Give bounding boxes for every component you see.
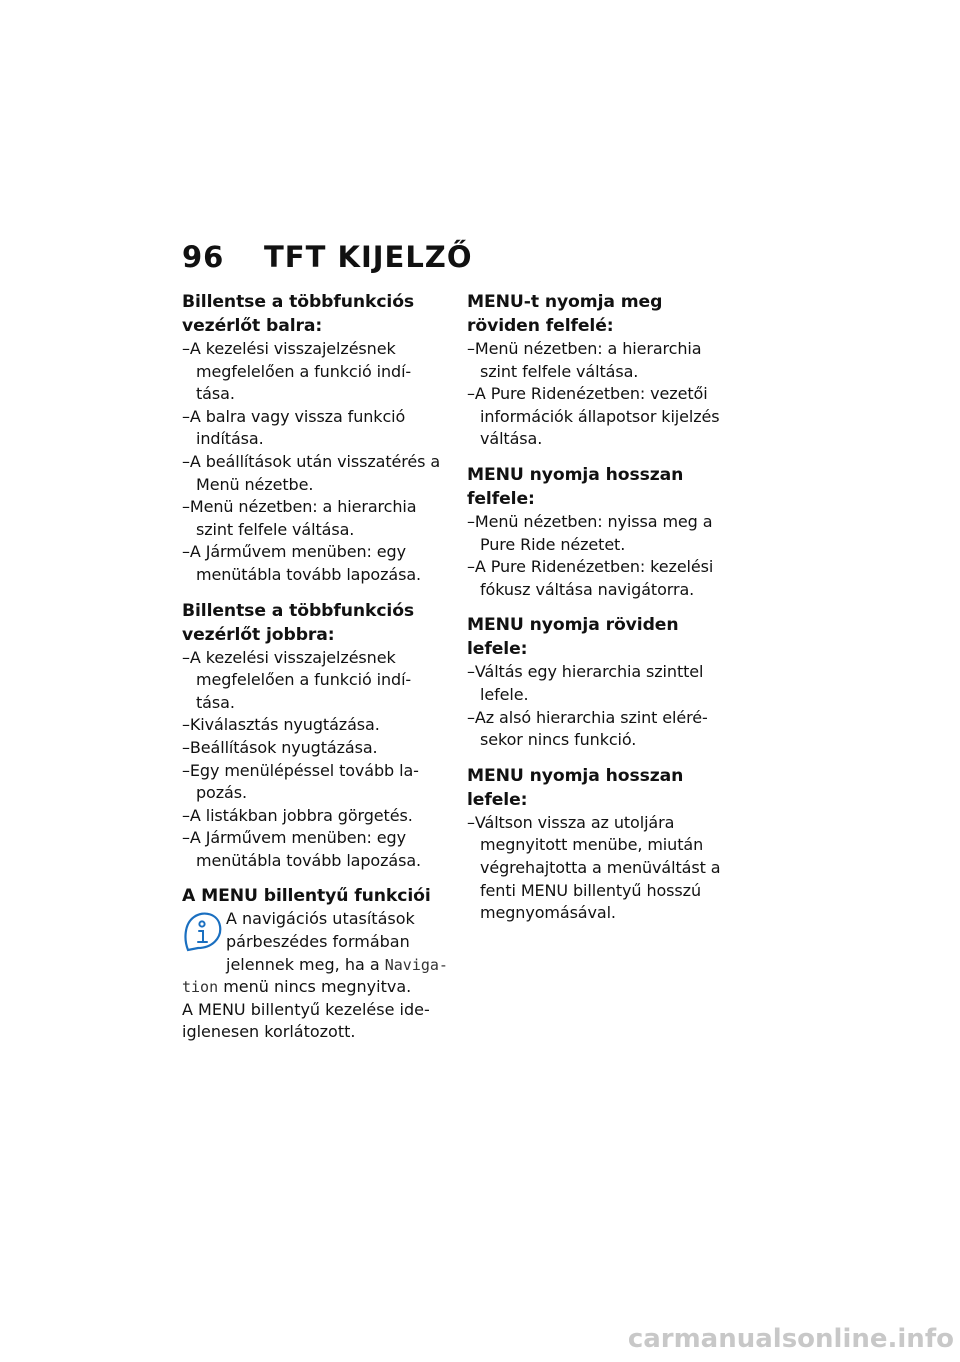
left-column bbox=[182, 290, 448, 1046]
item-list bbox=[467, 661, 733, 751]
list-item: –A Pure Ridenézetben: vezetői információk állapotsor kijelzés váltása. bbox=[467, 384, 720, 449]
section-tilt-left bbox=[182, 290, 448, 587]
section-heading: MENU nyomja hosszan lefele: bbox=[467, 765, 684, 810]
watermark: carmanualsonline.info bbox=[627, 1324, 954, 1354]
list-item: –A Pure Ridenézetben: kezelési fókusz váltása navigátorra. bbox=[467, 557, 714, 599]
list-item: –A kezelési visszajelzésnek megfelelően a funkció indí- tása. bbox=[182, 647, 412, 712]
list-item: –Menü nézetben: a hierarchia szint felfele váltása. bbox=[182, 497, 417, 539]
info-note bbox=[182, 908, 448, 1044]
item-list bbox=[467, 338, 733, 451]
list-item: –Beállítások nyugtázása. bbox=[182, 737, 378, 757]
list-item: –A listákban jobbra görgetés. bbox=[182, 805, 413, 825]
item-list bbox=[467, 812, 733, 925]
item-list bbox=[182, 338, 448, 587]
list-item: –A Járművem menüben: egy menütábla tovább lapozása. bbox=[182, 828, 422, 870]
section-heading: A MENU billentyű funkciói bbox=[182, 886, 431, 907]
right-column bbox=[467, 290, 733, 937]
list-item: –Váltson vissza az utoljára megnyitott menübe, miután végrehajtotta a menüváltást a fenti MENU billentyű hosszú megnyomásával. bbox=[467, 812, 721, 923]
section-heading: MENU nyomja röviden lefele: bbox=[467, 615, 679, 660]
note-code: Naviga- tion bbox=[182, 955, 448, 997]
note-text-after: menü nincs megnyitva. bbox=[218, 977, 412, 997]
section-menu-functions bbox=[182, 884, 448, 1044]
page-number: 96 bbox=[182, 240, 225, 274]
list-item: –Váltás egy hierarchia szinttel lefele. bbox=[467, 662, 704, 704]
section-tilt-right bbox=[182, 599, 448, 873]
list-item: –A beállítások után visszatérés a Menü nézetbe. bbox=[182, 451, 441, 494]
section-menu-short-up bbox=[467, 290, 733, 451]
list-item: –A kezelési visszajelzésnek megfelelően a funkció indí- tása. bbox=[182, 339, 412, 404]
item-list bbox=[467, 511, 733, 601]
list-item: –Az alsó hierarchia szint eléré- sekor nincs funkció. bbox=[467, 707, 708, 750]
info-icon bbox=[182, 910, 222, 954]
note-text-second: A MENU billentyű kezelése ide- iglenesen korlátozott. bbox=[182, 999, 430, 1042]
list-item: –Egy menülépéssel tovább la- pozás. bbox=[182, 760, 419, 803]
list-item: –A balra vagy vissza funkció indítása. bbox=[182, 406, 406, 449]
list-item: –Kiválasztás nyugtázása. bbox=[182, 715, 380, 735]
section-heading: Billentse a többfunkciós vezérlőt balra: bbox=[182, 292, 415, 336]
list-item: –Menü nézetben: a hierarchia szint felfele váltása. bbox=[467, 339, 702, 381]
section-heading: Billentse a többfunkciós vezérlőt jobbra: bbox=[182, 600, 415, 645]
list-item: –Menü nézetben: nyissa meg a Pure Ride nézetet. bbox=[467, 511, 713, 554]
section-heading: MENU nyomja hosszan felfele: bbox=[467, 464, 684, 509]
page-header bbox=[182, 240, 473, 274]
section-menu-long-down bbox=[467, 764, 733, 925]
list-item: –A Járművem menüben: egy menütábla tovább lapozása. bbox=[182, 542, 422, 584]
section-heading: MENU-t nyomja meg röviden felfelé: bbox=[467, 292, 663, 336]
item-list bbox=[182, 647, 448, 873]
section-menu-long-up bbox=[467, 463, 733, 601]
note-text: A navigációs utasítások párbeszédes formában jelennek meg, ha a bbox=[226, 909, 415, 974]
section-menu-short-down bbox=[467, 613, 733, 751]
page-title: TFT KIJELZŐ bbox=[264, 240, 473, 274]
